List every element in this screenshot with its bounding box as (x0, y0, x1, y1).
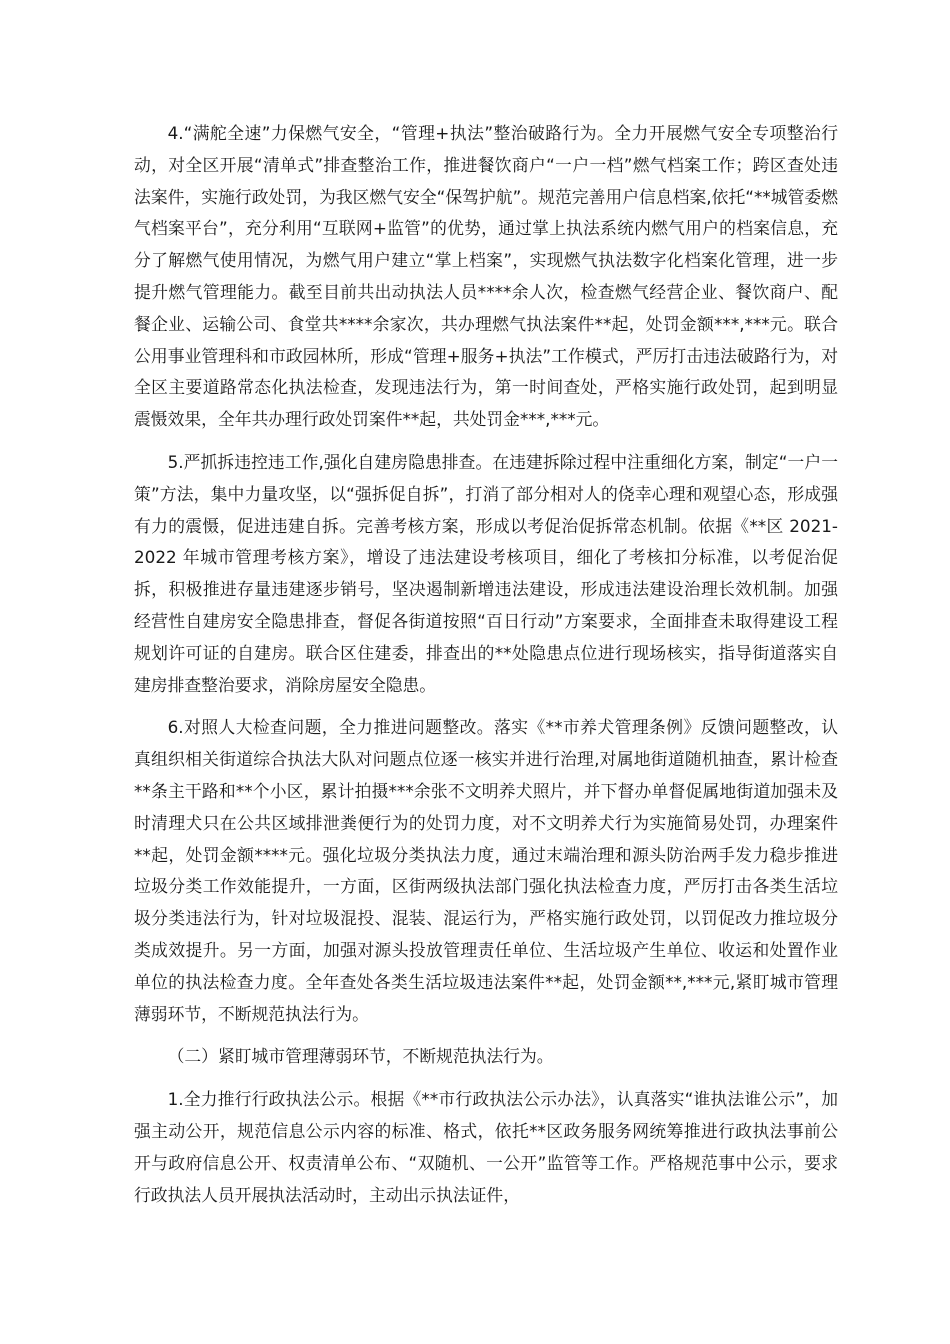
paragraph-gas-safety: 4.“满舵全速”力保燃气安全，“管理+执法”整治破路行为。全力开展燃气安全专项整治行动，对全区开展“清单式”排查整治工作，推进餐饮商户“一户一档”燃气档案工作；跨区查处违法案件，实施行政处罚，为我区燃气安全“保驾护航”。规范完善用户信息档案,依托“**城管委燃气档案平台”，充分利用“互联网+监管”的优势，通过掌上执法系统内燃气用户的档案信息，充分了解燃气使用情况，为燃气用户建立“掌上档案”，实现燃气执法数字化档案化管理，进一步提升燃气管理能力。截至目前共出动执法人员****余人次，检查燃气经营企业、餐饮商户、配餐企业、运输公司、食堂共****余家次，共办理燃气执法案件**起，处罚金额***,***元。联合公用事业管理科和市政园林所，形成“管理+服务+执法”工作模式，严厉打击违法破路行为，对全区主要道路常态化执法检查，发现违法行为，第一时间查处，严格实施行政处罚，起到明显震慑效果，全年共办理行政处罚案件**起，共处罚金***,***元。 (134, 123, 838, 430)
section-heading: （二）紧盯城市管理薄弱环节，不断规范执法行为。 (167, 1046, 554, 1067)
paragraph-illegal-construction: 5.严抓拆违控违工作,强化自建房隐患排查。在违建拆除过程中注重细化方案，制定“一户一策”方法，集中力量攻坚，以“强拆促自拆”，打消了部分相对人的侥幸心理和观望心态，形成强有力的震慑，促进违建自拆。完善考核方案，形成以考促治促拆常态机制。依据《**区 2021-2022 年城市管理考核方案》，增设了违法建设考核项目，细化了考核扣分标准，以考促治促拆，积极推进存量违建逐步销号，坚决遏制新增违法建设，形成违法建设治理长效机制。加强经营性自建房安全隐患排查，督促各街道按照“百日行动”方案要求，全面排查未取得建设工程规划许可证的自建房。联合区住建委，排查出的**处隐患点位进行现场核实，指导街道落实自建房排查整治要求，消除房屋安全隐患。 (134, 451, 838, 695)
document-page (134, 118, 838, 1222)
paragraph-rectification: 6.对照人大检查问题，全力推进问题整改。落实《**市养犬管理条例》反馈问题整改，认真组织相关街道综合执法大队对问题点位逐一核实并进行治理,对属地街道随机抽查，累计检查**条主干路和**个小区，累计拍摄***余张不文明养犬照片，并下督办单督促属地街道加强未及时清理犬只在公共区域排泄粪便行为的处罚力度，对不文明养犬行为实施简易处罚，办理案件**起，处罚金额****元。强化垃圾分类执法力度，通过末端治理和源头防治两手发力稳步推进垃圾分类工作效能提升，一方面，区街两级执法部门强化执法检查力度，严厉打击各类生活垃圾分类违法行为，针对垃圾混投、混装、混运行为，严格实施行政处罚，以罚促改力推垃圾分类成效提升。另一方面，加强对源头投放管理责任单位、生活垃圾产生单位、收运和处置作业单位的执法检查力度。全年查处各类生活垃圾违法案件**起，处罚金额**,***元,紧盯城市管理薄弱环节，不断规范执法行为。 (134, 717, 838, 1024)
paragraph-enforcement-disclosure: 1.全力推行行政执法公示。根据《**市行政执法公示办法》，认真落实“谁执法谁公示”，加强主动公开，规范信息公示内容的标准、格式，依托**区政务服务网统筹推进行政执法事前公开与政府信息公开、权责清单公布、“双随机、一公开”监管等工作。严格规范事中公示，要求行政执法人员开展执法活动时，主动出示执法证件， (134, 1089, 838, 1205)
